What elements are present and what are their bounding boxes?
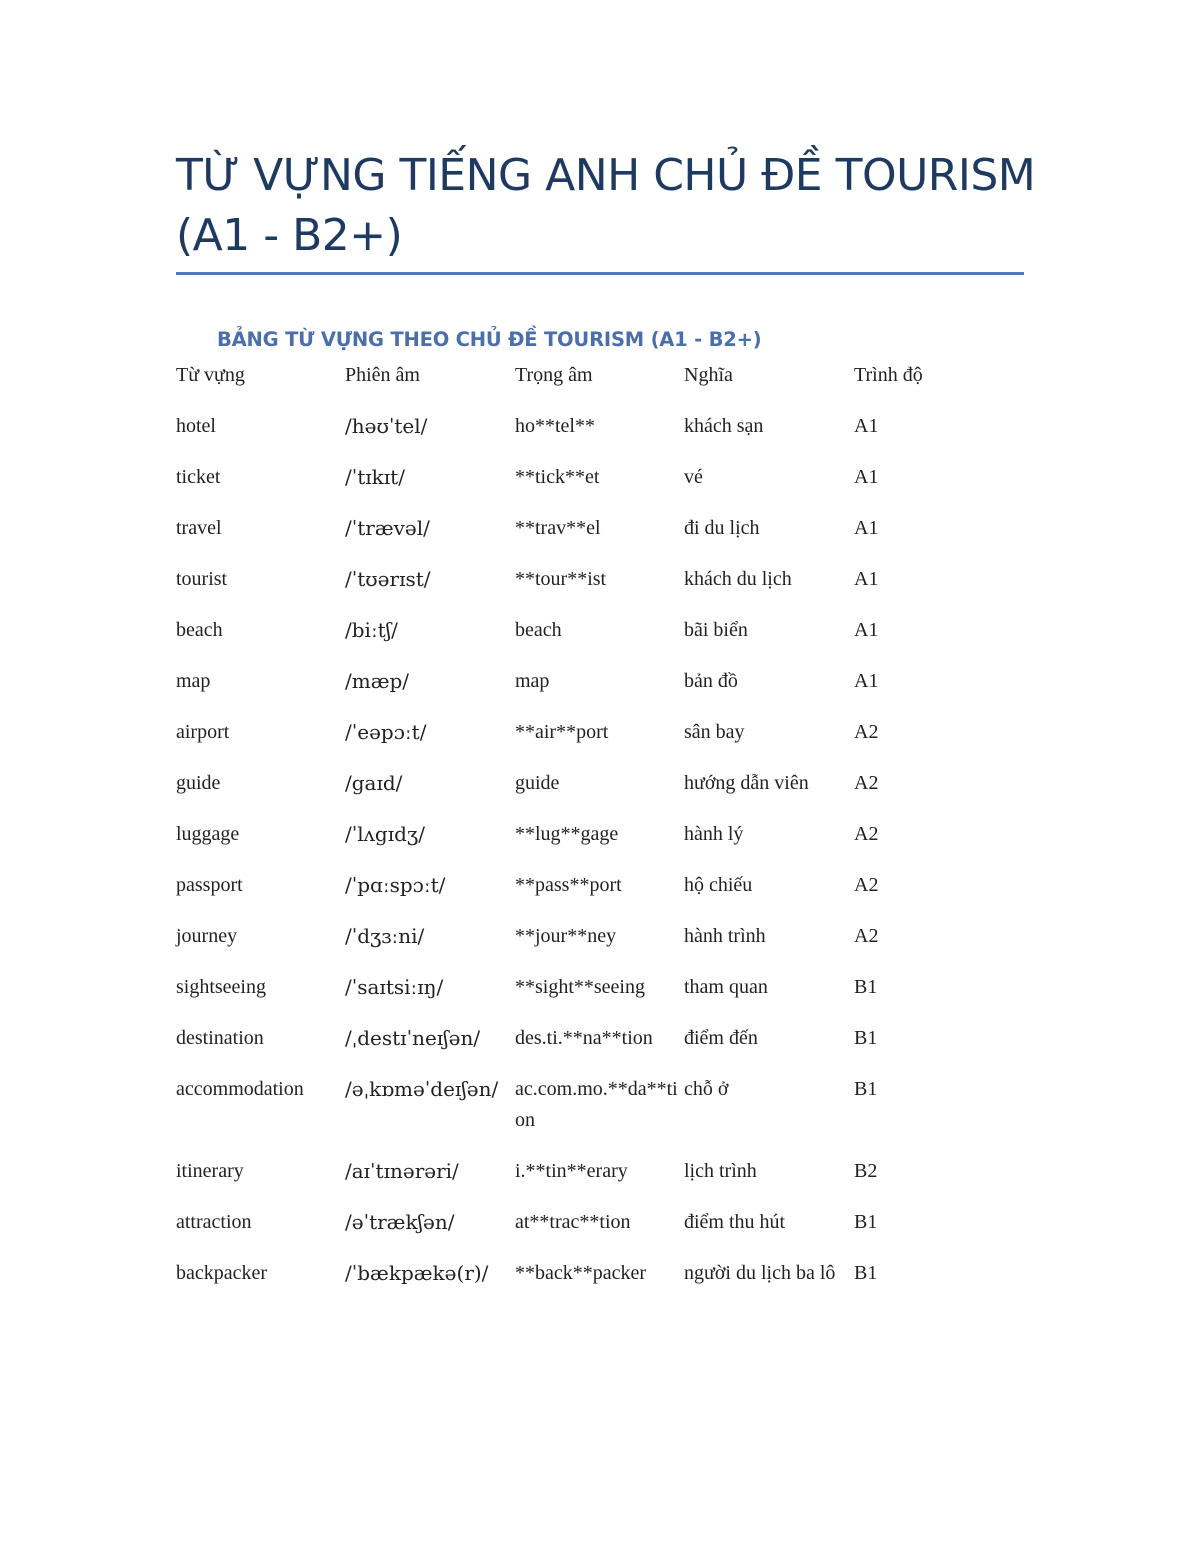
cell-meaning: người du lịch ba lô — [684, 1262, 836, 1284]
cell-level: A2 — [854, 721, 879, 743]
table-row — [176, 462, 1024, 513]
cell-stress: ac.com.mo.**da**tion — [515, 1078, 678, 1131]
cell-meaning: vé — [684, 466, 703, 488]
cell-level: A1 — [854, 619, 879, 641]
cell-meaning: khách sạn — [684, 415, 764, 437]
cell-pronunciation: /ˈbækpækə(r)/ — [345, 1261, 489, 1285]
cell-word: itinerary — [176, 1160, 244, 1182]
table-body — [176, 411, 1024, 1309]
table-row — [176, 1207, 1024, 1258]
table-row — [176, 513, 1024, 564]
cell-word: destination — [176, 1027, 264, 1049]
cell-stress: ho**tel** — [515, 415, 595, 437]
cell-pronunciation: /ˈsaɪtsiːɪŋ/ — [345, 975, 444, 999]
table-row — [176, 819, 1024, 870]
cell-meaning: hướng dẫn viên — [684, 772, 809, 794]
cell-level: B1 — [854, 1027, 878, 1049]
cell-level: A1 — [854, 466, 879, 488]
cell-pronunciation: /ˈeəpɔːt/ — [345, 720, 427, 744]
cell-meaning: chỗ ở — [684, 1078, 729, 1100]
table-row — [176, 666, 1024, 717]
cell-word: travel — [176, 517, 222, 539]
cell-word: journey — [176, 925, 238, 947]
cell-stress: **air**port — [515, 721, 609, 743]
cell-word: beach — [176, 619, 223, 641]
cell-stress: **pass**port — [515, 874, 622, 896]
cell-stress: **tick**et — [515, 466, 600, 488]
cell-pronunciation: /gaɪd/ — [345, 771, 403, 795]
cell-pronunciation: /əˌkɒməˈdeɪʃən/ — [345, 1077, 499, 1101]
cell-level: A2 — [854, 772, 879, 794]
cell-word: guide — [176, 772, 221, 794]
cell-stress: **lug**gage — [515, 823, 619, 845]
cell-meaning: đi du lịch — [684, 517, 760, 539]
cell-level: A2 — [854, 874, 879, 896]
cell-stress: **back**packer — [515, 1262, 647, 1284]
cell-word: attraction — [176, 1211, 252, 1233]
cell-meaning: hành lý — [684, 823, 744, 845]
table-row — [176, 411, 1024, 462]
cell-stress: guide — [515, 772, 560, 794]
cell-pronunciation: /ˈlʌgɪdʒ/ — [345, 822, 425, 846]
cell-level: A1 — [854, 670, 879, 692]
cell-stress: at**trac**tion — [515, 1211, 631, 1233]
cell-word: luggage — [176, 823, 240, 845]
cell-level: B1 — [854, 1078, 878, 1100]
cell-stress: beach — [515, 619, 562, 641]
cell-level: A1 — [854, 568, 879, 590]
cell-meaning: tham quan — [684, 976, 768, 998]
table-row — [176, 1258, 1024, 1309]
header-word: Từ vựng — [176, 364, 245, 386]
cell-meaning: điểm đến — [684, 1027, 758, 1049]
cell-pronunciation: /ˈtʊərɪst/ — [345, 567, 431, 591]
vocabulary-table — [176, 360, 1024, 1309]
cell-pronunciation: /ˈdʒɜːni/ — [345, 924, 425, 948]
document-title — [176, 146, 1036, 266]
table-row — [176, 615, 1024, 666]
cell-pronunciation: /ˌdestɪˈneɪʃən/ — [345, 1026, 481, 1050]
cell-word: airport — [176, 721, 230, 743]
document-title-line-2: (A1 - B2+) — [176, 210, 403, 261]
cell-stress: des.ti.**na**tion — [515, 1027, 653, 1049]
cell-word: backpacker — [176, 1262, 268, 1284]
cell-pronunciation: /aɪˈtɪnərəri/ — [345, 1159, 459, 1183]
cell-meaning: khách du lịch — [684, 568, 792, 590]
cell-pronunciation: /ˈpɑːspɔːt/ — [345, 873, 446, 897]
cell-level: A1 — [854, 415, 879, 437]
document-title-line-1: TỪ VỰNG TIẾNG ANH CHỦ ĐỀ TOURISM — [176, 150, 1036, 201]
header-meaning: Nghĩa — [684, 364, 733, 386]
table-row — [176, 768, 1024, 819]
cell-meaning: điểm thu hút — [684, 1211, 786, 1233]
table-header-row — [176, 360, 1024, 411]
table-row — [176, 1074, 1024, 1156]
title-underline-rule — [176, 272, 1024, 275]
cell-word: accommodation — [176, 1078, 304, 1100]
cell-word: passport — [176, 874, 243, 896]
cell-stress: **trav**el — [515, 517, 601, 539]
cell-pronunciation: /həʊˈtel/ — [345, 414, 428, 438]
table-row — [176, 870, 1024, 921]
cell-meaning: hành trình — [684, 925, 766, 947]
cell-meaning: lịch trình — [684, 1160, 757, 1182]
cell-word: tourist — [176, 568, 228, 590]
cell-level: B2 — [854, 1160, 878, 1182]
cell-word: ticket — [176, 466, 221, 488]
table-row — [176, 717, 1024, 768]
cell-word: map — [176, 670, 211, 692]
table-row — [176, 972, 1024, 1023]
table-caption: BẢNG TỪ VỰNG THEO CHỦ ĐỀ TOURISM (A1 - B2+) — [217, 328, 762, 351]
cell-meaning: hộ chiếu — [684, 874, 753, 896]
table-row — [176, 1156, 1024, 1207]
cell-level: B1 — [854, 1262, 878, 1284]
cell-level: B1 — [854, 976, 878, 998]
header-pronunciation: Phiên âm — [345, 364, 420, 386]
cell-stress: map — [515, 670, 550, 692]
cell-level: A2 — [854, 925, 879, 947]
header-level: Trình độ — [854, 364, 923, 386]
cell-stress: **jour**ney — [515, 925, 617, 947]
cell-pronunciation: /ˈtɪkɪt/ — [345, 465, 405, 489]
cell-word: sightseeing — [176, 976, 266, 998]
cell-pronunciation: /ˈtrævəl/ — [345, 516, 430, 540]
cell-pronunciation: /əˈtrækʃən/ — [345, 1210, 455, 1234]
cell-pronunciation: /mæp/ — [345, 669, 410, 693]
table-row — [176, 1023, 1024, 1074]
cell-meaning: bãi biển — [684, 619, 748, 641]
cell-level: B1 — [854, 1211, 878, 1233]
cell-meaning: bản đồ — [684, 670, 738, 692]
cell-stress: i.**tin**erary — [515, 1160, 628, 1182]
cell-word: hotel — [176, 415, 216, 437]
cell-meaning: sân bay — [684, 721, 745, 743]
cell-level: A1 — [854, 517, 879, 539]
table-row — [176, 564, 1024, 615]
table-row — [176, 921, 1024, 972]
cell-pronunciation: /biːtʃ/ — [345, 618, 398, 642]
cell-stress: **sight**seeing — [515, 976, 645, 998]
cell-stress: **tour**ist — [515, 568, 607, 590]
cell-level: A2 — [854, 823, 879, 845]
header-stress: Trọng âm — [515, 364, 593, 386]
